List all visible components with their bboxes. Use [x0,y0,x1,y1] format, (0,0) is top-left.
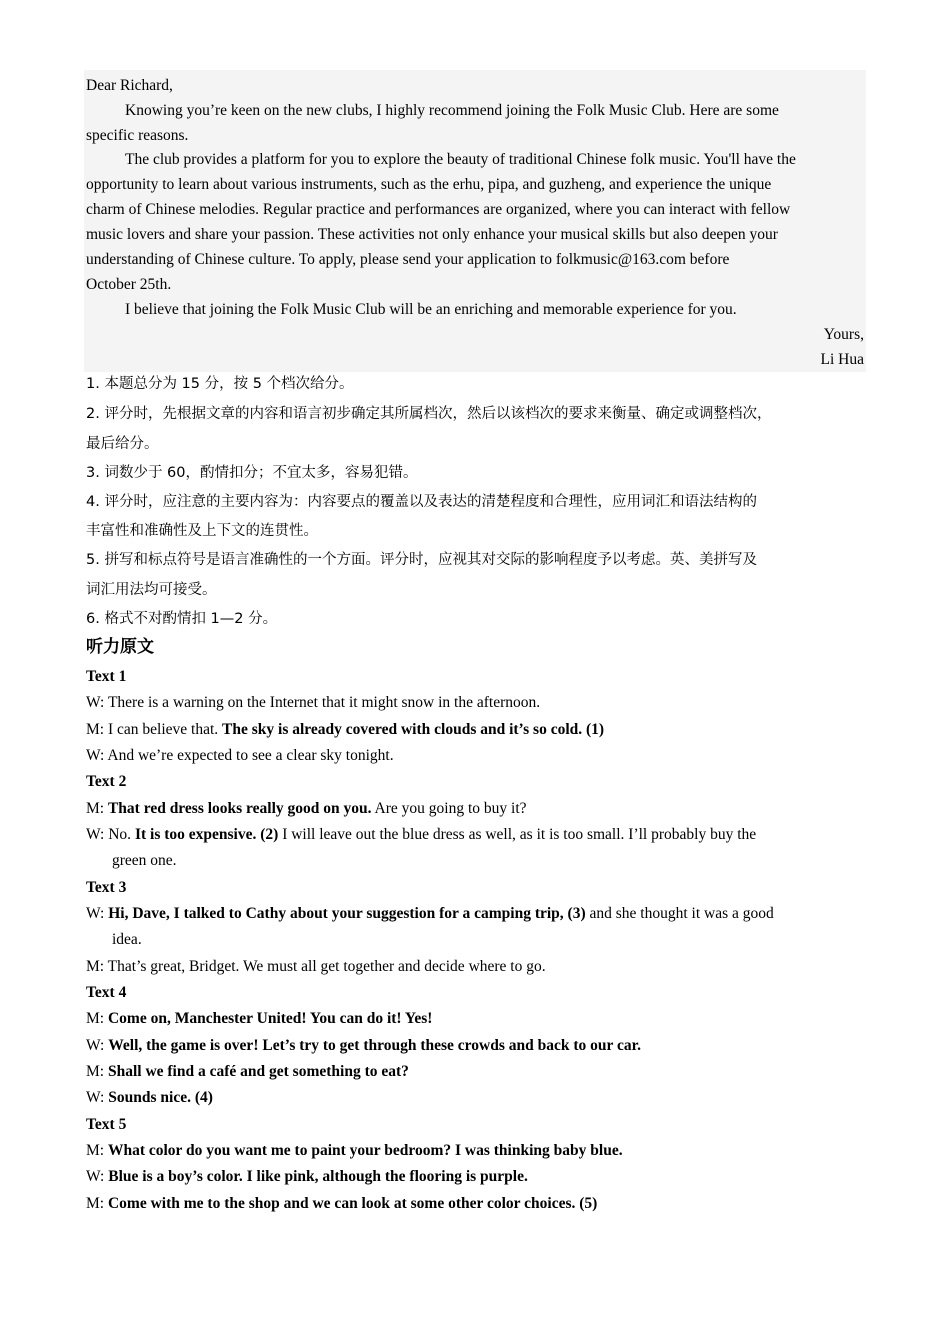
dialogue-speaker: M: [86,800,108,817]
text-1-label: Text 1 [86,668,127,685]
dialogue-answer: Come on, Manchester United! You can do it! Yes! [107,1010,433,1027]
dialogue-answer: Hi, Dave, I talked to Cathy about your suggestion for a camping trip, (3) [108,905,586,922]
rule-2-line: 最后给分。 [86,436,159,452]
dialogue-speaker: M: [86,1063,108,1080]
dialogue-line [86,1036,641,1056]
rule-3: 3. 词数少于 60，酌情扣分；不宜太多，容易犯错。 [86,465,418,481]
dialogue-answer: Sounds nice. (4) [108,1089,213,1106]
dialogue-line: green one. [112,852,177,869]
listening-heading: 听力原文 [86,637,154,657]
dialogue-answer: Shall we find a café and get something to eat? [107,1063,409,1080]
letter-paragraph-2-line: charm of Chinese melodies. Regular practice and performances are organized, where you can interact with fellow [86,201,791,218]
dialogue-answer: It is too expensive. (2) [134,826,279,843]
rule-5-line: 5. 拼写和标点符号是语言准确性的一个方面。评分时，应视其对交际的影响程度予以考虑。英、美拼写及 [86,552,757,568]
dialogue-speaker: M: [86,1195,108,1212]
dialogue-line [86,1194,597,1214]
text-2-label: Text 2 [86,773,127,790]
dialogue-speaker: W: [86,905,109,922]
rule-4-line: 丰富性和准确性及上下文的连贯性。 [86,523,318,539]
letter-salutation: Dear Richard, [86,77,173,94]
letter-paragraph-2-line: music lovers and share your passion. These activities not only enhance your musical skills but also deepen your [86,226,778,243]
dialogue-text: I will leave out the blue dress as well, as it is too small. I’ll probably buy the [278,826,757,843]
letter-paragraph-2-line: understanding of Chinese culture. To apply, please send your application to folkmusic@163.com before [86,251,730,268]
dialogue-line [86,720,604,740]
dialogue-line [86,904,774,924]
text-4-label: Text 4 [86,984,127,1001]
dialogue-answer: Blue is a boy’s color. I like pink, although the flooring is purple. [108,1168,528,1185]
dialogue-speaker: W: [86,1037,109,1054]
letter-paragraph-1-line: Knowing you’re keen on the new clubs, I highly recommend joining the Folk Music Club. Here are some [125,102,779,119]
dialogue-answer: What color do you want me to paint your bedroom? I was thinking baby blue. [107,1142,623,1159]
letter-paragraph-2-line: opportunity to learn about various instruments, such as the erhu, pipa, and guzheng, and experience the unique [86,176,772,193]
dialogue-line: W: And we’re expected to see a clear sky tonight. [86,747,394,764]
dialogue-answer: That red dress looks really good on you. [107,800,372,817]
dialogue-line [86,1141,623,1161]
letter-closing: Yours, [823,326,864,343]
dialogue-line [86,1062,409,1082]
rule-1: 1. 本题总分为 15 分，按 5 个档次给分。 [86,376,354,392]
letter-paragraph-2-line: The club provides a platform for you to explore the beauty of traditional Chinese folk music. You'll have the [125,151,796,168]
dialogue-line: W: There is a warning on the Internet that it might snow in the afternoon. [86,694,541,711]
text-5-label: Text 5 [86,1116,127,1133]
dialogue-answer: Well, the game is over! Let’s try to get through these crowds and back to our car. [108,1037,641,1054]
dialogue-line: M: That’s great, Bridget. We must all get together and decide where to go. [86,958,546,975]
dialogue-speaker: W: [86,1089,109,1106]
letter-paragraph-3-line: I believe that joining the Folk Music Club will be an enriching and memorable experience for you. [125,301,737,318]
letter-paragraph-2-line: October 25th. [86,276,172,293]
dialogue-text: W: No. [86,826,135,843]
dialogue-line [86,799,527,819]
rule-2-line: 2. 评分时，先根据文章的内容和语言初步确定其所属档次，然后以该档次的要求来衡量、确定或调整档次， [86,406,772,422]
dialogue-speaker: W: [86,1168,109,1185]
dialogue-line: idea. [112,931,142,948]
dialogue-answer: Come with me to the shop and we can look at some other color choices. (5) [107,1195,598,1212]
dialogue-answer: The sky is already covered with clouds and it’s so cold. (1) [222,721,605,738]
text-3-label: Text 3 [86,879,127,896]
dialogue-speaker: M: [86,1010,108,1027]
dialogue-line [86,1088,213,1108]
rule-6: 6. 格式不对酌情扣 1—2 分。 [86,611,278,627]
rule-5-line: 词汇用法均可接受。 [86,582,217,598]
dialogue-text: and she thought it was a good [585,905,774,922]
rule-4-line: 4. 评分时，应注意的主要内容为：内容要点的覆盖以及表达的清楚程度和合理性，应用词汇和语法结构的 [86,494,757,510]
dialogue-speaker: M: [86,1142,108,1159]
letter-signature: Li Hua [820,351,864,368]
dialogue-line [86,1167,528,1187]
dialogue-text: M: I can believe that. [86,721,223,738]
dialogue-line [86,1009,432,1029]
dialogue-text: Are you going to buy it? [371,800,527,817]
dialogue-line [86,825,756,845]
letter-paragraph-1-line: specific reasons. [86,127,189,144]
